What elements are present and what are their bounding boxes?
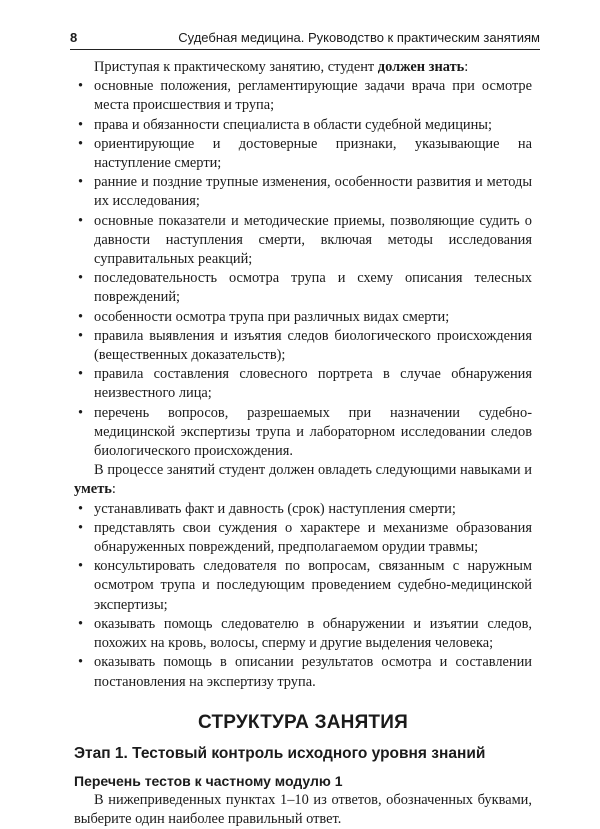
list-item: • основные показатели и методические приемы, позволяющие судить о давности наступления смерти, включая методы исследования суправитальных реакций;: [74, 212, 532, 270]
list-item: • оказывать помощь следователю в обнаружении и изъятии следов, похожих на кровь, волосы, сперму и другие выделения человека;: [74, 615, 532, 653]
list-item: • правила составления словесного портрета в случае обнаружения неизвестного лица;: [74, 365, 532, 403]
list-item: • перечень вопросов, разрешаемых при назначении судебно-медицинской экспертизы трупа и лабораторном исследовании следов биологического происхождения.: [74, 404, 532, 462]
list-item: • оказывать помощь в описании результатов осмотра и составлении постановления на экспертизу трупа.: [74, 653, 532, 691]
stage-heading: Этап 1. Тестовый контроль исходного уровня знаний: [74, 744, 486, 762]
section-heading: СТРУКТУРА ЗАНЯТИЯ: [198, 711, 408, 733]
header-rule: [70, 49, 540, 50]
know-list: [74, 77, 532, 461]
subheading: Перечень тестов к частному модулю 1: [74, 772, 343, 789]
list-item: • особенности осмотра трупа при различных видах смерти;: [74, 308, 532, 327]
know-intro: [74, 58, 532, 77]
page-body: [74, 58, 532, 829]
list-item: • основные положения, регламентирующие задачи врача при осмотре места происшествия и трупа;: [74, 77, 532, 115]
skills-list: [74, 500, 532, 692]
running-title: Судебная медицина. Руководство к практическим занятиям: [178, 30, 540, 45]
skills-intro-text: В процессе занятий студент должен овладеть следующими навыками и: [94, 462, 532, 479]
skills-intro: [74, 461, 532, 499]
know-intro-text: Приступая к практическому занятию, студент: [94, 59, 378, 75]
list-item: • ранние и поздние трупные изменения, особенности развития и методы их исследования;: [74, 173, 532, 211]
running-header: [70, 28, 540, 48]
list-item: • права и обязанности специалиста в области судебной медицины;: [74, 116, 532, 135]
list-item: • правила выявления и изъятия следов биологического происхождения (вещественных доказательств);: [74, 327, 532, 365]
list-item: • последовательность осмотра трупа и схему описания телесных повреждений;: [74, 269, 532, 307]
list-item: • представлять свои суждения о характере и механизме образования обнаруженных повреждений, предполагаемом орудии травмы;: [74, 519, 532, 557]
list-item: • устанавливать факт и давность (срок) наступления смерти;: [74, 500, 532, 519]
skills-intro-colon: :: [111, 481, 116, 498]
instructions-paragraph: В нижеприведенных пунктах 1–10 из ответов, обозначенных буквами, выберите один наиболее правильный ответ.: [74, 791, 532, 827]
skills-intro-bold: уметь: [74, 481, 112, 498]
know-intro-colon: :: [464, 59, 469, 75]
page-number: 8: [70, 30, 78, 45]
list-item: • консультировать следователя по вопросам, связанным с наружным осмотром трупа и последующим проведением судебно-медицинской экспертизы;: [74, 557, 532, 615]
know-intro-bold: должен знать: [377, 59, 465, 75]
list-item: • ориентирующие и достоверные признаки, указывающие на наступление смерти;: [74, 135, 532, 173]
